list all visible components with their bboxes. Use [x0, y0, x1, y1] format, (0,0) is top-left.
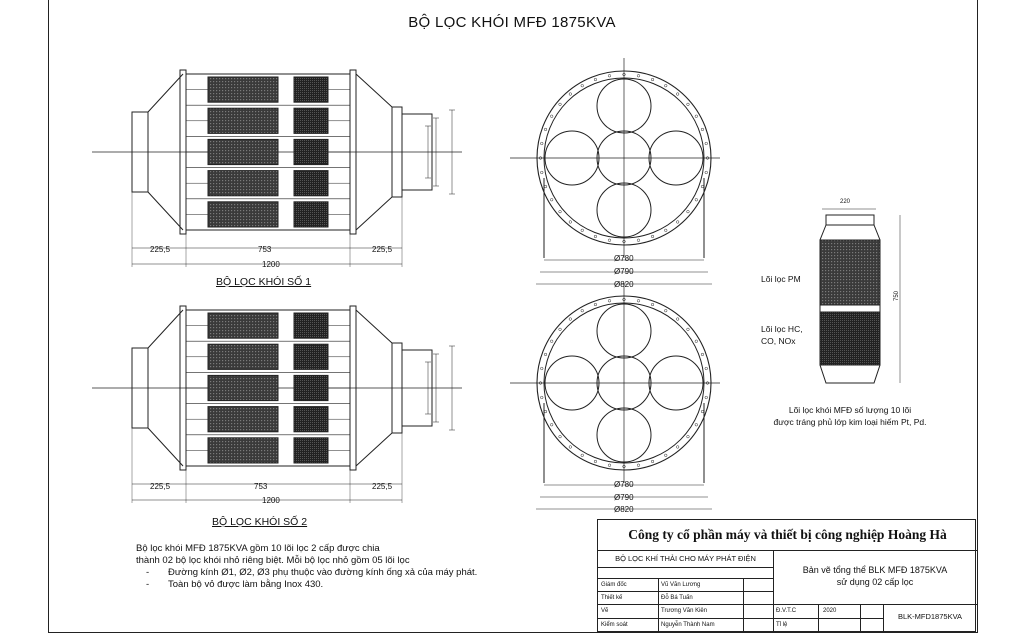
label-pm-core: Lõi lọc PM [761, 274, 801, 284]
bolt-hole [544, 128, 547, 131]
cartridge-note-line-1: Lõi lọc khói MFĐ số lượng 10 lõi [788, 405, 912, 415]
filter-1-side-view [92, 70, 462, 267]
hc-core [294, 375, 328, 400]
dim-total-b: 1200 [262, 496, 280, 505]
dim-d1-a: Ø780 [614, 254, 634, 263]
cartridge-note-line-2: được tráng phủ lớp kim loại hiếm Pt, Pd. [773, 417, 927, 427]
bolt-hole [701, 185, 704, 188]
label-hc-core-2: CO, NOx [761, 336, 796, 346]
bolt-hole [687, 435, 690, 438]
bolt-hole [705, 171, 708, 174]
bolt-hole [544, 410, 547, 413]
bolt-hole [608, 74, 611, 77]
bolt-hole [664, 309, 667, 312]
bolt-hole [540, 142, 543, 145]
unit-label: Đ.V.T.C [776, 608, 797, 614]
hc-core [294, 313, 328, 338]
description-line-1: Bộ lọc khói MFĐ 1875KVA gồm 10 lõi lọc 2 cấp được chia [136, 543, 380, 554]
filter-2-side-view [92, 306, 462, 503]
drawing-name-line-2: sử dụng 02 cấp lọc [836, 577, 914, 587]
name-checker: Nguyễn Thành Nam [661, 621, 715, 628]
dim-side2-b: 225,5 [372, 482, 393, 491]
bolt-hole [540, 396, 543, 399]
bolt-hole [544, 185, 547, 188]
bolt-hole [569, 93, 572, 96]
bolt-hole [676, 93, 679, 96]
bolt-hole [540, 367, 543, 370]
role-director: Giám đốc [601, 581, 627, 588]
description-line-2: thành 02 bộ lọc khói nhỏ riêng biệt. Mỗi bộ lọc nhỏ gồm 05 lõi lọc [136, 555, 410, 566]
drawing-code: BLK-MFD1875KVA [897, 612, 963, 621]
bolt-hole [550, 340, 553, 343]
pm-core [208, 344, 278, 369]
dim-d2-a: Ø790 [614, 267, 634, 276]
dim-d3-a: Ø820 [614, 280, 634, 289]
bolt-hole [651, 235, 654, 238]
dim-d2-b: Ø790 [614, 493, 634, 502]
hc-core [294, 202, 328, 227]
bolt-hole [651, 78, 654, 81]
dim-side1-b: 225,5 [150, 482, 171, 491]
company-name: Công ty cổ phần máy và thiết bị công nghiệp Hoàng Hà [598, 520, 977, 551]
caption-filter-1: BỘ LỌC KHÓI SỐ 1 [216, 276, 312, 288]
name-director: Vũ Văn Lương [661, 581, 701, 588]
dim-d1-b: Ø780 [614, 480, 634, 489]
cartridge-pm [820, 240, 880, 305]
bolt-hole [687, 210, 690, 213]
bolt-hole [705, 367, 708, 370]
bolt-hole [705, 142, 708, 145]
pm-core [208, 77, 278, 102]
filter-1-end-view [510, 58, 720, 284]
pm-core [208, 139, 278, 164]
bolt-hole [637, 239, 640, 242]
scale-label: Tỉ lệ [776, 621, 788, 628]
pm-core [208, 171, 278, 196]
bolt-hole [651, 303, 654, 306]
hc-core [294, 139, 328, 164]
pm-core [208, 438, 278, 463]
bolt-hole [664, 229, 667, 232]
role-drafter: Vẽ [601, 608, 609, 614]
hc-core [294, 344, 328, 369]
bolt-hole [676, 446, 679, 449]
bolt-hole [664, 84, 667, 87]
bolt-hole [559, 210, 562, 213]
cartridge-cap [826, 215, 874, 225]
bolt-hole [559, 328, 562, 331]
bolt-hole [637, 464, 640, 467]
name-drafter: Trương Văn Kiên [661, 608, 708, 614]
bolt-hole [581, 84, 584, 87]
description-bullet-1: - Đường kính Ø1, Ø2, Ø3 phụ thuộc vào đường kính ống xả của máy phát. [168, 567, 477, 579]
bolt-hole [608, 239, 611, 242]
bolt-hole [581, 309, 584, 312]
dim-side1-a: 225,5 [150, 245, 171, 254]
hc-core [294, 171, 328, 196]
bolt-hole [701, 353, 704, 356]
bolt-hole [637, 74, 640, 77]
bolt-hole [676, 221, 679, 224]
bolt-hole [559, 103, 562, 106]
bolt-hole [695, 198, 698, 201]
description-block [136, 543, 477, 591]
bolt-hole [687, 328, 690, 331]
bolt-hole [550, 115, 553, 118]
bolt-hole [581, 229, 584, 232]
bolt-hole [594, 460, 597, 463]
hc-core [294, 77, 328, 102]
dim-cartridge-top: 220 [840, 199, 851, 205]
dim-mid-a: 753 [258, 245, 272, 254]
bolt-hole [550, 198, 553, 201]
name-designer: Đỗ Bá Tuấn [661, 594, 693, 601]
dim-d3-b: Ø820 [614, 505, 634, 514]
dim-side2-a: 225,5 [372, 245, 393, 254]
caption-filter-2: BỘ LỌC KHÓI SỐ 2 [212, 516, 308, 528]
bolt-hole [664, 454, 667, 457]
cartridge-note [740, 404, 960, 428]
role-designer: Thiết kế [601, 594, 623, 601]
bolt-hole [581, 454, 584, 457]
cartridge-detail [820, 209, 900, 383]
bolt-hole [651, 460, 654, 463]
hc-core [294, 407, 328, 432]
bolt-hole [540, 171, 543, 174]
description-bullet-2: - Toàn bộ vỏ được làm bằng Inox 430. [168, 579, 477, 591]
cartridge-hc [820, 312, 880, 365]
bolt-hole [594, 303, 597, 306]
bolt-hole [608, 299, 611, 302]
bolt-hole [544, 353, 547, 356]
bolt-hole [637, 299, 640, 302]
drawing-title: BỘ LỌC KHÓI MFĐ 1875KVA [408, 14, 616, 31]
bolt-hole [594, 235, 597, 238]
pm-core [208, 375, 278, 400]
title-block [597, 519, 976, 632]
bolt-hole [705, 396, 708, 399]
bolt-hole [676, 318, 679, 321]
role-checker: Kiểm soát [601, 621, 628, 628]
hc-core [294, 108, 328, 133]
year: 2020 [823, 608, 837, 614]
bolt-hole [695, 423, 698, 426]
filter-2-end-view [510, 283, 720, 509]
bolt-hole [695, 340, 698, 343]
dim-mid-b: 753 [254, 482, 268, 491]
bolt-hole [569, 318, 572, 321]
drawing-name [773, 550, 977, 602]
bolt-hole [569, 446, 572, 449]
bolt-hole [569, 221, 572, 224]
bolt-hole [594, 78, 597, 81]
bolt-hole [550, 423, 553, 426]
pm-core [208, 202, 278, 227]
project-name: BỘ LỌC KHÍ THẢI CHO MÁY PHÁT ĐIỆN [615, 554, 756, 563]
bolt-hole [701, 128, 704, 131]
bolt-hole [695, 115, 698, 118]
dim-total-a: 1200 [262, 260, 280, 269]
hc-core [294, 438, 328, 463]
label-hc-core-1: Lõi lọc HC, [761, 324, 803, 334]
pm-core [208, 313, 278, 338]
bolt-hole [687, 103, 690, 106]
pm-core [208, 407, 278, 432]
bolt-hole [559, 435, 562, 438]
bolt-hole [608, 464, 611, 467]
drawing-name-line-1: Bản vẽ tổng thể BLK MFĐ 1875KVA [802, 565, 948, 575]
pm-core [208, 108, 278, 133]
bolt-hole [701, 410, 704, 413]
dim-cartridge-height: 750 [894, 290, 901, 302]
